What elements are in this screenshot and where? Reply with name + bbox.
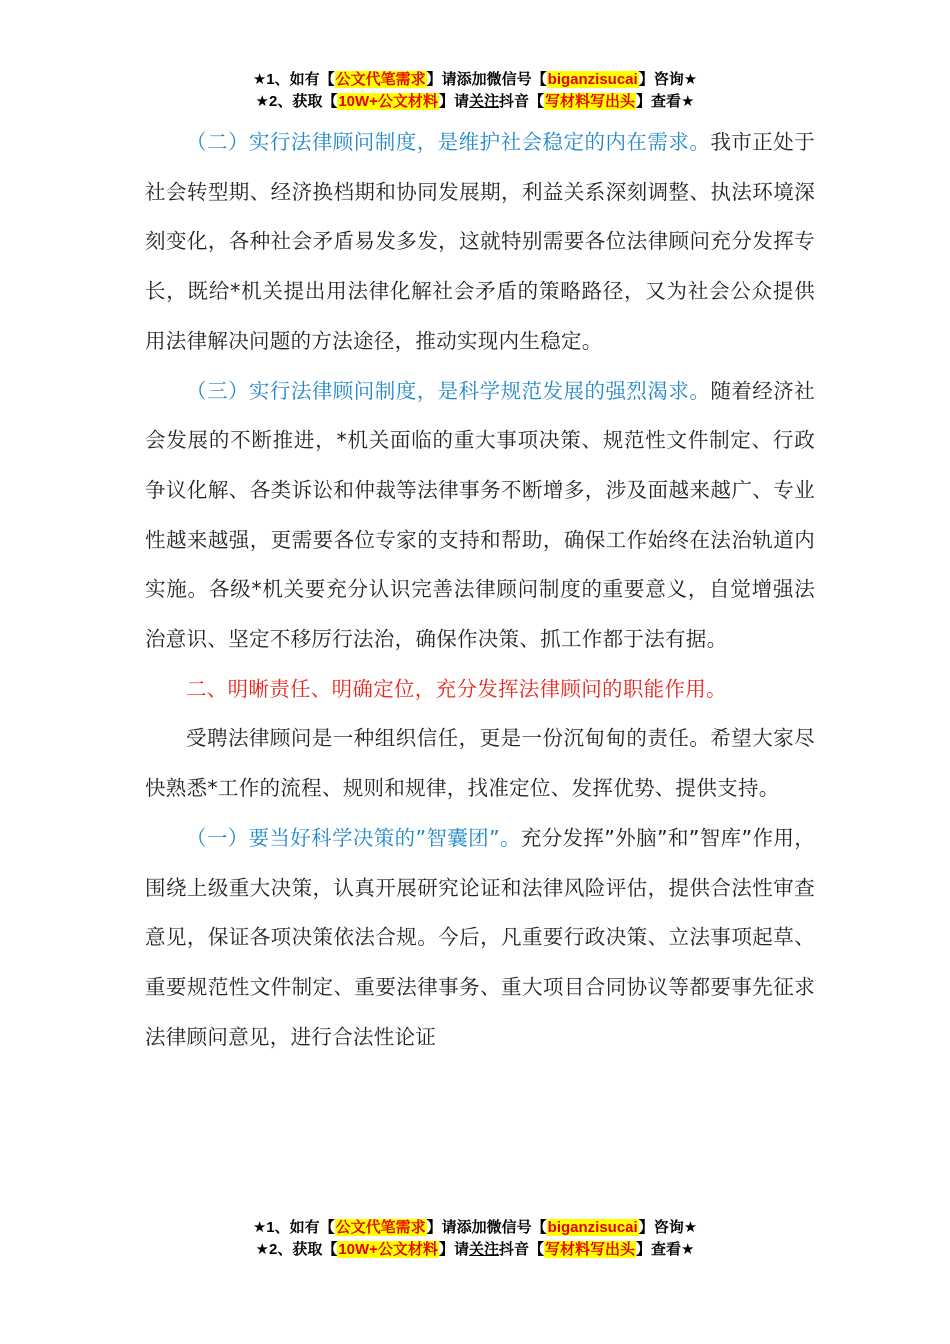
banner-text: 】请 (438, 93, 469, 110)
paragraph (145, 814, 815, 1063)
banner-text: 】请添加微信号【 (426, 1219, 547, 1236)
banner-highlight: 10W+公文材料 (338, 1241, 438, 1258)
banner-text: 】请添加微信号【 (426, 71, 547, 88)
banner-text: ★2、获取【 (255, 1241, 338, 1258)
banner-line-1 (0, 69, 950, 91)
banner-highlight-douyin: 写材料写出头 (544, 93, 635, 110)
banner-underlined-text: 关注 (468, 93, 499, 110)
banner-text: ★2、获取【 (255, 93, 338, 110)
banner-text: ★1、如有【 (252, 71, 335, 88)
banner-text: 抖音【 (498, 1241, 544, 1258)
banner-highlight-douyin: 写材料写出头 (544, 1241, 635, 1258)
paragraph-text: 充分发挥”外脑”和”智库”作用，围绕上级重大决策，认真开展研究论证和法律风险评估，提供合法性审查意见，保证各项决策依法合规。今后，凡重要行政决策、立法事项起草、重要规范性文件制定、重要法律事务、重大项目合同协议等都要事先征求法律顾问意见，进行合法性论证 (145, 825, 816, 1049)
banner-text: 抖音【 (498, 93, 544, 110)
banner-highlight: 公文代笔需求 (335, 1219, 426, 1236)
banner-text: ★1、如有【 (252, 1219, 335, 1236)
banner-underlined-text: 关注 (468, 1241, 499, 1258)
paragraph (145, 714, 815, 813)
banner-text: 】咨询★ (638, 1219, 698, 1236)
banner-highlight: 10W+公文材料 (338, 93, 438, 110)
paragraph-text: 随着经济社会发展的不断推进，*机关面临的重大事项决策、规范性文件制定、行政争议化解、各类诉讼和仲裁等法律事务不断增多，涉及面越来越广、专业性越来越强，更需要各位专家的支持和帮助，确保工作始终在法治轨道内实施。各级*机关要充分认识完善法律顾问制度的重要意义，自觉增强法治意识、坚定不移厉行法治，确保作决策、抓工作都于法有据。 (145, 378, 816, 652)
banner-text: 】查看★ (636, 1241, 695, 1258)
banner-text: 】请 (438, 1241, 469, 1258)
section-heading: 二、明晰责任、明确定位，充分发挥法律顾问的职能作用。 (186, 676, 727, 701)
subsection-heading: （三）实行法律顾问制度，是科学规范发展的强烈渴求。 (186, 378, 711, 403)
paragraph-text: 我市正处于社会转型期、经济换档期和协同发展期，利益关系深刻调整、执法环境深刻变化，各种社会矛盾易发多发，这就特别需要各位法律顾问充分发挥专长，既给*机关提出用法律化解社会矛盾的策略路径，又为社会公众提供用法律解决问题的方法途径，推动实现内生稳定。 (145, 130, 816, 353)
subsection-heading: （一）要当好科学决策的”智囊团”。 (186, 825, 521, 850)
subsection-heading: （二）实行法律顾问制度，是维护社会稳定的内在需求。 (186, 130, 711, 154)
banner-text: 】查看★ (636, 93, 695, 110)
banner-line-2 (0, 91, 950, 113)
paragraph-text: 受聘法律顾问是一种组织信任，更是一份沉甸甸的责任。希望大家尽快熟悉*工作的流程、规则和规律，找准定位、发挥优势、提供支持。 (145, 726, 815, 801)
banner-highlight-wechat-id: biganzisucai (547, 1219, 638, 1236)
banner-line-2 (0, 1239, 950, 1261)
document-body (145, 118, 815, 1062)
banner-text: 】咨询★ (638, 71, 698, 88)
bottom-banner (0, 1217, 950, 1261)
top-banner (0, 69, 950, 113)
paragraph (145, 118, 815, 367)
paragraph (145, 367, 815, 665)
banner-line-1 (0, 1217, 950, 1239)
banner-highlight: 公文代笔需求 (335, 71, 426, 88)
banner-highlight-wechat-id: biganzisucai (547, 71, 638, 88)
